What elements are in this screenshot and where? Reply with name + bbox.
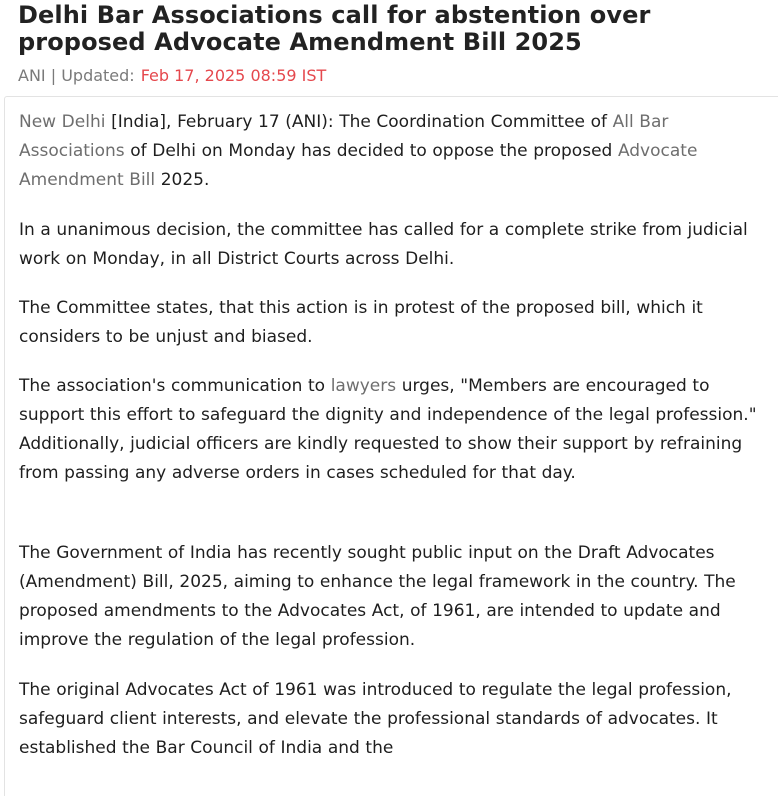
- article-headline: Delhi Bar Associations call for abstention over proposed Advocate Amendment Bill 2025: [18, 1, 651, 56]
- link-advocate-amendment-bill[interactable]: Advocate Amendment Bill: [19, 141, 698, 190]
- article-meta: [18, 66, 326, 86]
- paragraph-3: The Committee states, that this action is in protest of the proposed bill, which it considers to be unjust and biased.: [19, 298, 703, 347]
- link-new-delhi[interactable]: New Delhi: [19, 112, 106, 132]
- paragraph-5: The Government of India has recently sought public input on the Draft Advocates (Amendment) Bill, 2025, aiming to enhance the legal framework in the country. The proposed amendments to the Advocates Act, of 1961, are intended to update and improve the regulation of the legal profession.: [19, 543, 736, 650]
- source-label: ANI | Updated:: [18, 66, 135, 85]
- paragraph-6: The original Advocates Act of 1961 was introduced to regulate the legal profession, safeguard client interests, and elevate the professional standards of advocates. It established the Bar Council of India and the: [19, 680, 732, 758]
- paragraph-1-text-b: of Delhi on Monday has decided to oppose the proposed: [124, 141, 618, 161]
- paragraph-1-text-c: 2025.: [155, 170, 210, 190]
- paragraph-4-text-b: urges, "Members are encouraged to support this effort to safeguard the dignity and independence of the legal profession." Additionally, judicial officers are kindly requested to show their support by refraining from passing any adverse orders in cases scheduled for that day.: [19, 376, 757, 483]
- link-all-bar-associations[interactable]: All Bar Associations: [19, 112, 669, 161]
- paragraph-4-text-a: The association's communication to: [19, 376, 331, 396]
- paragraph-1-text-a: [India], February 17 (ANI): The Coordination Committee of: [105, 112, 613, 132]
- paragraph-2: In a unanimous decision, the committee has called for a complete strike from judicial work on Monday, in all District Courts across Delhi.: [19, 220, 748, 269]
- paragraph-4: [19, 372, 759, 488]
- paragraph-1: [19, 108, 759, 195]
- link-lawyers[interactable]: lawyers: [330, 376, 397, 396]
- article-body: [4, 96, 778, 796]
- published-date: Feb 17, 2025 08:59 IST: [140, 66, 327, 85]
